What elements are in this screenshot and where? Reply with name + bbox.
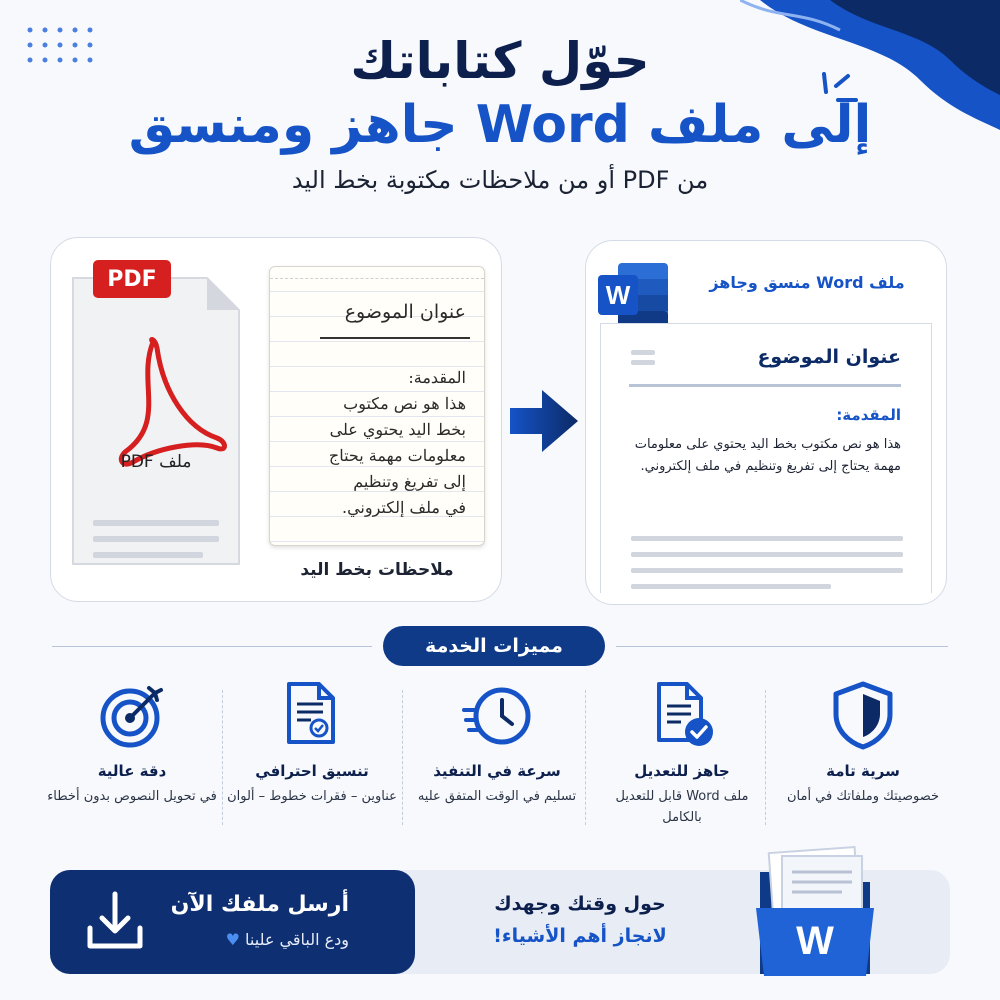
send-file-cta-button[interactable] [50,870,415,974]
headline [0,30,1000,200]
result-card-title: ملف Word منسق وجاهز [709,273,905,292]
feature-title: سرعة في التنفيذ [433,762,561,780]
download-icon [82,888,148,954]
feature-formatting [227,680,397,807]
feature-desc: ملف Word قابل للتعديل بالكامل [615,789,749,825]
placeholder-line [631,552,903,557]
tagline-line2: لانجاز أهم الأشياء! [493,925,667,947]
feature-desc: عناوين – فقرات خطوط – ألوان [227,789,397,804]
headline-line2: إلى ملف Word جاهز ومنسق [128,95,872,155]
word-folder-icon [752,842,882,982]
tagline [440,893,720,947]
notebook-rings [270,267,484,279]
notebook-line: في ملف إلكتروني. [342,498,466,517]
feature-separator [222,690,223,825]
placeholder-line [631,536,903,541]
placeholder-line [631,584,831,589]
features-rule-left [52,646,372,647]
feature-title: سرية تامة [826,762,900,780]
handwritten-notebook [269,266,485,546]
headline-subtitle: من PDF أو من ملاحظات مكتوبة بخط اليد [291,166,709,194]
features-title: مميزات الخدمة [383,626,605,666]
target-icon [97,680,167,750]
clock-icon [462,680,532,750]
placeholder-line [631,360,655,365]
notebook-line: إلى تفريغ وتنظيم [353,472,466,491]
pdf-document-icon [67,272,245,570]
feature-title: تنسيق احترافي [255,762,369,780]
shield-icon [828,680,898,750]
heart-icon: ♥ [225,930,240,949]
result-card [585,240,947,605]
cta-subtitle [226,930,349,949]
feature-desc: في تحويل النصوص بدون أخطاء [47,789,217,804]
pdf-badge: PDF [93,260,171,298]
placeholder-line [631,350,655,355]
document-check-icon [647,680,717,750]
notebook-line: بخط اليد يحتوي على [329,420,466,439]
folder-word-letter: W [796,919,834,963]
doc-title-rule [629,384,901,387]
notebook-title: عنوان الموضوع [344,301,466,323]
doc-subtitle: المقدمة: [836,406,901,424]
cta-subtitle-text: ودع الباقي علينا [245,930,349,949]
feature-desc: تسليم في الوقت المتفق عليه [417,789,577,804]
source-card [50,237,502,602]
notebook-body [329,365,466,521]
features-rule-right [616,646,948,647]
arrow-right-icon [510,390,578,452]
feature-title: جاهز للتعديل [634,762,730,780]
tagline-line1: حول وقتك وجهدك [494,893,666,915]
notebook-line: معلومات مهمة يحتاج [328,446,466,465]
feature-separator [585,690,586,825]
notes-label: ملاحظات بخط اليد [300,560,454,580]
document-format-icon [277,680,347,750]
feature-title: دقة عالية [97,762,167,780]
pdf-label: ملف PDF [120,452,192,472]
feature-separator [402,690,403,825]
feature-accuracy [47,680,217,807]
doc-title: عنوان الموضوع [757,346,901,368]
word-logo-icon [596,261,670,329]
doc-body: هذا هو نص مكتوب بخط اليد يحتوي على معلومات مهمة يحتاج إلى تفريغ وتنظيم في ملف إلكتروني. [634,437,901,474]
cta-title: أرسل ملفك الآن [170,892,349,917]
placeholder-line [631,568,903,573]
word-logo-letter: W [605,280,631,310]
word-document-preview [600,323,932,593]
notebook-line: المقدمة: [408,368,466,387]
feature-desc: خصوصيتك وملفاتك في أمان [786,789,940,804]
feature-speed [412,680,582,807]
feature-editable [597,680,767,828]
notebook-title-underline [320,337,470,339]
headline-line1: حوّل كتاباتك [350,32,650,90]
feature-privacy [778,680,948,807]
notebook-line: هذا هو نص مكتوب [343,394,466,413]
